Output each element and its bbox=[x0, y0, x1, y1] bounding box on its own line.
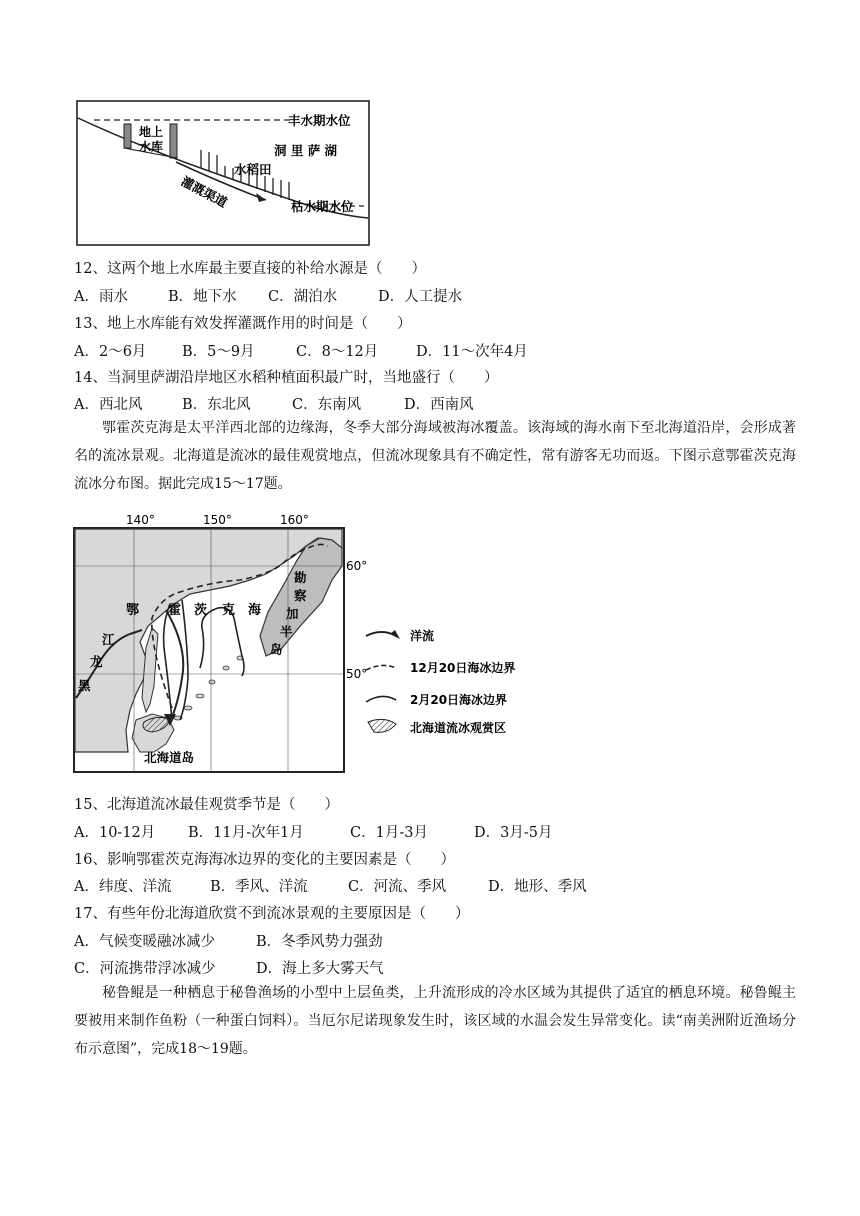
q15-option-b: B．11月-次年1月 bbox=[188, 825, 304, 841]
lake-label: 洞 里 萨 湖 bbox=[274, 143, 338, 158]
kamchatka-char-3: 加 bbox=[286, 606, 299, 621]
passage-peru-anchovy: 秘鲁鲲是一种栖息于秘鲁渔场的小型中上层鱼类，上升流形成的冷水区域为其提供了适宜的栖息环境。秘鲁鲲主要被用来制作鱼粉（一种蛋白饲料）。当厄尔尼诺现象发生时，该区域的水温会发生异常变化。读“南美洲附近渔场分布示意图”，完成18～19题。 bbox=[74, 985, 796, 1057]
kamchatka-char-2: 察 bbox=[294, 588, 307, 603]
question-16-options bbox=[74, 875, 587, 896]
q17-option-a: A．气候变暖融冰减少 bbox=[74, 934, 215, 950]
q14-option-b: B．东北风 bbox=[182, 397, 251, 413]
legend-viewing-label: 北海道流冰观赏区 bbox=[410, 721, 507, 735]
lon-label-140: 140° bbox=[126, 513, 155, 527]
question-14-options bbox=[74, 393, 474, 414]
river-char-1: 江 bbox=[102, 632, 115, 647]
low-water-label: 枯水期水位 bbox=[291, 199, 354, 214]
rice-label: 水稻田 bbox=[234, 162, 272, 177]
lon-label-150: 150° bbox=[203, 513, 232, 527]
sea-char-5: 海 bbox=[248, 603, 262, 618]
reservoir-label-1: 地上 bbox=[139, 125, 164, 139]
legend-current-label: 洋流 bbox=[410, 629, 435, 643]
high-water-label: 丰水期水位 bbox=[288, 113, 351, 128]
q12-option-d: D．人工提水 bbox=[378, 289, 463, 305]
q15-option-c: C．1月-3月 bbox=[350, 825, 428, 841]
river-char-3: 黑 bbox=[78, 678, 91, 693]
q12-option-b: B．地下水 bbox=[168, 289, 237, 305]
legend-viewing-symbol bbox=[368, 719, 396, 732]
sea-char-2: 霍 bbox=[168, 603, 182, 618]
q14-option-c: C．东南风 bbox=[292, 397, 362, 413]
question-17-options-row1 bbox=[74, 930, 383, 951]
reservoir-wall-right bbox=[170, 124, 177, 158]
passage-okhotsk: 鄂霍茨克海是太平洋西北部的边缘海，冬季大部分海域被海冰覆盖。该海域的海水南下至北海道沿岸，会形成著名的流冰景观。北海道是流冰的最佳观赏地点，但流冰现象具有不确定性，常有游客无功而返。下图示意鄂霍茨克海流冰分布图。据此完成15～17题。 bbox=[74, 420, 796, 492]
q13-option-b: B．5～9月 bbox=[182, 344, 255, 360]
q14-option-a: A．西北风 bbox=[74, 397, 143, 413]
sea-char-1: 鄂 bbox=[126, 603, 140, 618]
legend-dec20-label: 12月20日海冰边界 bbox=[410, 661, 516, 675]
reservoir-wall-left bbox=[124, 124, 131, 148]
q16-option-c: C．河流、季风 bbox=[348, 879, 447, 895]
reservoir-label-2: 水库 bbox=[139, 140, 164, 154]
river-char-2: 龙 bbox=[90, 654, 103, 669]
lat-label-60: 60° bbox=[346, 559, 368, 573]
q14-option-d: D．西南风 bbox=[404, 397, 474, 413]
question-17-stem: 17、有些年份北海道欣赏不到流冰景观的主要原因是（ ） bbox=[74, 906, 470, 922]
hokkaido-label: 北海道岛 bbox=[144, 750, 195, 765]
question-15-options bbox=[74, 821, 552, 842]
legend-feb20-label: 2月20日海冰边界 bbox=[410, 693, 508, 707]
q15-option-a: A．10-12月 bbox=[74, 825, 156, 841]
sea-char-3: 茨 bbox=[194, 603, 208, 618]
question-12-stem: 12、这两个地上水库最主要直接的补给水源是（ ） bbox=[74, 261, 426, 277]
question-15-stem: 15、北海道流冰最佳观赏季节是（ ） bbox=[74, 797, 339, 813]
okhotsk-ice-map bbox=[70, 508, 560, 776]
lat-label-50: 50° bbox=[346, 667, 368, 681]
question-14-stem: 14、当洞里萨湖沿岸地区水稻种植面积最广时，当地盛行（ ） bbox=[74, 370, 499, 386]
q17-option-c: C．河流携带浮冰减少 bbox=[74, 961, 216, 977]
channel-label: 灌溉渠道 bbox=[178, 173, 230, 211]
map-legend bbox=[366, 628, 515, 735]
q13-option-d: D．11～次年4月 bbox=[416, 344, 528, 360]
kamchatka-char-1: 勘 bbox=[294, 570, 307, 585]
question-12-options bbox=[74, 285, 462, 306]
question-17-options-row2 bbox=[74, 957, 384, 978]
q12-option-c: C．湖泊水 bbox=[268, 289, 338, 305]
lon-label-160: 160° bbox=[280, 513, 309, 527]
kamchatka-char-5: 岛 bbox=[270, 642, 283, 657]
q15-option-d: D．3月-5月 bbox=[474, 825, 553, 841]
q12-option-a: A．雨水 bbox=[74, 289, 128, 305]
q16-option-d: D．地形、季风 bbox=[488, 879, 587, 895]
legend-feb20-symbol bbox=[366, 696, 396, 702]
question-16-stem: 16、影响鄂霍茨克海海冰边界的变化的主要因素是（ ） bbox=[74, 852, 455, 868]
sea-char-4: 克 bbox=[222, 603, 236, 618]
lake-profile-diagram bbox=[76, 100, 370, 246]
q17-option-b: B．冬季风势力强劲 bbox=[256, 934, 383, 950]
question-13-options bbox=[74, 340, 528, 361]
question-13-stem: 13、地上水库能有效发挥灌溉作用的时间是（ ） bbox=[74, 316, 412, 332]
q13-option-c: C．8～12月 bbox=[296, 344, 379, 360]
legend-dec20-symbol bbox=[366, 665, 396, 670]
q16-option-a: A．纬度、洋流 bbox=[74, 879, 172, 895]
q13-option-a: A．2～6月 bbox=[74, 344, 147, 360]
q16-option-b: B．季风、洋流 bbox=[210, 879, 308, 895]
q17-option-d: D．海上多大雾天气 bbox=[256, 961, 384, 977]
kamchatka-char-4: 半 bbox=[280, 624, 293, 639]
